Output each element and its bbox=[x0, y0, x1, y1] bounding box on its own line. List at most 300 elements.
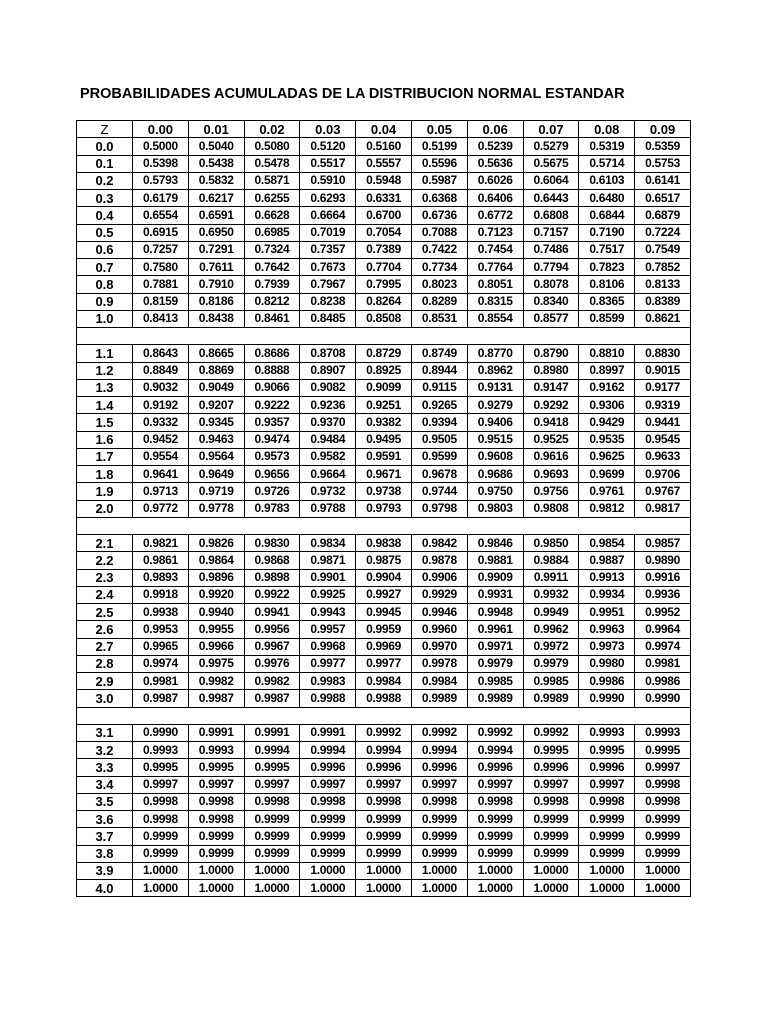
probability-cell: 1.0000 bbox=[133, 880, 189, 897]
z-value-cell: 1.4 bbox=[77, 397, 133, 414]
probability-cell: 0.8643 bbox=[133, 345, 189, 362]
table-row bbox=[77, 397, 691, 414]
probability-cell: 0.9982 bbox=[244, 673, 300, 690]
probability-cell: 0.9495 bbox=[356, 431, 412, 448]
z-value-cell: 1.3 bbox=[77, 379, 133, 396]
table-row bbox=[77, 276, 691, 293]
probability-cell: 0.9931 bbox=[467, 586, 523, 603]
probability-cell: 0.9881 bbox=[467, 552, 523, 569]
probability-cell: 0.9995 bbox=[523, 742, 579, 759]
probability-cell: 1.0000 bbox=[188, 880, 244, 897]
probability-cell: 0.9671 bbox=[356, 466, 412, 483]
probability-cell: 0.9896 bbox=[188, 569, 244, 586]
probability-cell: 0.8869 bbox=[188, 362, 244, 379]
probability-cell: 0.9991 bbox=[244, 724, 300, 741]
probability-cell: 0.6808 bbox=[523, 207, 579, 224]
probability-cell: 0.9441 bbox=[635, 414, 691, 431]
probability-cell: 0.9015 bbox=[635, 362, 691, 379]
z-value-cell: 1.7 bbox=[77, 448, 133, 465]
z-value-cell: 0.7 bbox=[77, 259, 133, 276]
probability-cell: 0.9999 bbox=[300, 811, 356, 828]
probability-cell: 0.9997 bbox=[356, 776, 412, 793]
probability-cell: 0.8830 bbox=[635, 345, 691, 362]
probability-cell: 0.9997 bbox=[188, 776, 244, 793]
probability-cell: 0.9999 bbox=[356, 828, 412, 845]
probability-cell: 0.9949 bbox=[523, 604, 579, 621]
probability-cell: 0.5398 bbox=[133, 155, 189, 172]
probability-cell: 0.9977 bbox=[300, 655, 356, 672]
probability-cell: 0.8186 bbox=[188, 293, 244, 310]
probability-cell: 0.9463 bbox=[188, 431, 244, 448]
probability-cell: 0.9279 bbox=[467, 397, 523, 414]
probability-cell: 0.9999 bbox=[411, 845, 467, 862]
probability-cell: 0.9887 bbox=[579, 552, 635, 569]
probability-cell: 1.0000 bbox=[300, 880, 356, 897]
z-value-cell: 0.0 bbox=[77, 138, 133, 155]
table-row bbox=[77, 811, 691, 828]
probability-cell: 0.5478 bbox=[244, 155, 300, 172]
header-row bbox=[77, 121, 691, 138]
probability-cell: 0.9452 bbox=[133, 431, 189, 448]
probability-cell: 0.8665 bbox=[188, 345, 244, 362]
table-row bbox=[77, 500, 691, 517]
probability-cell: 0.9783 bbox=[244, 500, 300, 517]
probability-cell: 0.9997 bbox=[133, 776, 189, 793]
probability-cell: 0.9803 bbox=[467, 500, 523, 517]
probability-cell: 0.8438 bbox=[188, 310, 244, 327]
probability-cell: 0.9936 bbox=[635, 586, 691, 603]
probability-cell: 0.7088 bbox=[411, 224, 467, 241]
probability-cell: 1.0000 bbox=[467, 880, 523, 897]
probability-cell: 1.0000 bbox=[635, 880, 691, 897]
probability-cell: 0.8577 bbox=[523, 310, 579, 327]
probability-cell: 0.6443 bbox=[523, 190, 579, 207]
column-header: 0.02 bbox=[244, 121, 300, 138]
probability-cell: 1.0000 bbox=[411, 880, 467, 897]
probability-cell: 0.9999 bbox=[356, 845, 412, 862]
probability-cell: 0.9974 bbox=[133, 655, 189, 672]
probability-cell: 0.9906 bbox=[411, 569, 467, 586]
probability-cell: 0.9955 bbox=[188, 621, 244, 638]
probability-cell: 0.9979 bbox=[523, 655, 579, 672]
probability-cell: 0.8531 bbox=[411, 310, 467, 327]
probability-cell: 0.7224 bbox=[635, 224, 691, 241]
table-row bbox=[77, 172, 691, 189]
probability-cell: 0.9985 bbox=[467, 673, 523, 690]
probability-cell: 0.7389 bbox=[356, 241, 412, 258]
probability-cell: 0.9986 bbox=[579, 673, 635, 690]
probability-cell: 0.9656 bbox=[244, 466, 300, 483]
table-row bbox=[77, 310, 691, 327]
probability-cell: 0.9999 bbox=[188, 828, 244, 845]
probability-cell: 0.9292 bbox=[523, 397, 579, 414]
probability-cell: 0.9993 bbox=[133, 742, 189, 759]
probability-cell: 0.9573 bbox=[244, 448, 300, 465]
probability-cell: 0.7967 bbox=[300, 276, 356, 293]
probability-cell: 0.9738 bbox=[356, 483, 412, 500]
probability-cell: 0.9995 bbox=[133, 759, 189, 776]
probability-cell: 1.0000 bbox=[356, 880, 412, 897]
probability-cell: 0.9999 bbox=[523, 828, 579, 845]
probability-cell: 0.9952 bbox=[635, 604, 691, 621]
probability-cell: 0.9884 bbox=[523, 552, 579, 569]
probability-cell: 0.5636 bbox=[467, 155, 523, 172]
probability-cell: 1.0000 bbox=[188, 862, 244, 879]
probability-cell: 0.9978 bbox=[411, 655, 467, 672]
probability-cell: 0.9982 bbox=[188, 673, 244, 690]
z-value-cell: 1.1 bbox=[77, 345, 133, 362]
probability-cell: 0.9564 bbox=[188, 448, 244, 465]
probability-cell: 0.9953 bbox=[133, 621, 189, 638]
probability-cell: 0.9999 bbox=[244, 845, 300, 862]
probability-cell: 0.9948 bbox=[467, 604, 523, 621]
z-value-cell: 2.4 bbox=[77, 586, 133, 603]
probability-cell: 0.9996 bbox=[300, 759, 356, 776]
probability-cell: 0.6628 bbox=[244, 207, 300, 224]
column-header: 0.08 bbox=[579, 121, 635, 138]
probability-cell: 0.9999 bbox=[244, 828, 300, 845]
z-value-cell: 0.2 bbox=[77, 172, 133, 189]
probability-cell: 0.8159 bbox=[133, 293, 189, 310]
z-value-cell: 3.0 bbox=[77, 690, 133, 707]
z-value-cell: 2.9 bbox=[77, 673, 133, 690]
probability-cell: 0.5832 bbox=[188, 172, 244, 189]
probability-cell: 0.8849 bbox=[133, 362, 189, 379]
z-value-cell: 0.6 bbox=[77, 241, 133, 258]
table-row bbox=[77, 793, 691, 810]
probability-cell: 0.8508 bbox=[356, 310, 412, 327]
probability-cell: 0.9997 bbox=[467, 776, 523, 793]
probability-cell: 0.6517 bbox=[635, 190, 691, 207]
probability-cell: 0.5948 bbox=[356, 172, 412, 189]
probability-cell: 0.9850 bbox=[523, 535, 579, 552]
probability-cell: 0.9993 bbox=[635, 724, 691, 741]
table-row bbox=[77, 845, 691, 862]
probability-cell: 0.8907 bbox=[300, 362, 356, 379]
table-row bbox=[77, 414, 691, 431]
probability-cell: 0.9817 bbox=[635, 500, 691, 517]
probability-cell: 0.5675 bbox=[523, 155, 579, 172]
probability-cell: 0.9966 bbox=[188, 638, 244, 655]
probability-cell: 0.9750 bbox=[467, 483, 523, 500]
probability-cell: 0.9961 bbox=[467, 621, 523, 638]
probability-cell: 0.9998 bbox=[244, 793, 300, 810]
probability-cell: 0.9999 bbox=[523, 811, 579, 828]
probability-cell: 0.6293 bbox=[300, 190, 356, 207]
probability-cell: 0.9418 bbox=[523, 414, 579, 431]
z-value-cell: 0.4 bbox=[77, 207, 133, 224]
probability-cell: 0.9999 bbox=[523, 845, 579, 862]
column-header: 0.00 bbox=[133, 121, 189, 138]
probability-cell: 0.9857 bbox=[635, 535, 691, 552]
probability-cell: 0.9986 bbox=[635, 673, 691, 690]
probability-cell: 0.8621 bbox=[635, 310, 691, 327]
probability-cell: 0.9974 bbox=[635, 638, 691, 655]
z-value-cell: 3.3 bbox=[77, 759, 133, 776]
probability-cell: 0.7157 bbox=[523, 224, 579, 241]
probability-cell: 0.9998 bbox=[356, 793, 412, 810]
z-table bbox=[76, 120, 691, 897]
probability-cell: 0.9788 bbox=[300, 500, 356, 517]
probability-cell: 0.7910 bbox=[188, 276, 244, 293]
table-row bbox=[77, 655, 691, 672]
probability-cell: 0.9177 bbox=[635, 379, 691, 396]
probability-cell: 0.9345 bbox=[188, 414, 244, 431]
probability-cell: 1.0000 bbox=[467, 862, 523, 879]
probability-cell: 0.9973 bbox=[579, 638, 635, 655]
z-value-cell: 0.5 bbox=[77, 224, 133, 241]
page-title: PROBABILIDADES ACUMULADAS DE LA DISTRIBUCION NORMAL ESTANDAR bbox=[80, 86, 625, 102]
probability-cell: 0.9778 bbox=[188, 500, 244, 517]
probability-cell: 1.0000 bbox=[244, 880, 300, 897]
table-row bbox=[77, 552, 691, 569]
z-value-cell: 3.8 bbox=[77, 845, 133, 862]
probability-cell: 0.7642 bbox=[244, 259, 300, 276]
probability-cell: 0.9999 bbox=[133, 828, 189, 845]
probability-cell: 0.9994 bbox=[300, 742, 356, 759]
table-row bbox=[77, 190, 691, 207]
probability-cell: 0.9999 bbox=[579, 845, 635, 862]
z-value-cell: 2.2 bbox=[77, 552, 133, 569]
probability-cell: 0.7673 bbox=[300, 259, 356, 276]
probability-cell: 0.5596 bbox=[411, 155, 467, 172]
probability-cell: 0.9984 bbox=[411, 673, 467, 690]
probability-cell: 0.6103 bbox=[579, 172, 635, 189]
probability-cell: 0.9591 bbox=[356, 448, 412, 465]
probability-cell: 0.7881 bbox=[133, 276, 189, 293]
probability-cell: 0.5557 bbox=[356, 155, 412, 172]
probability-cell: 1.0000 bbox=[635, 862, 691, 879]
probability-cell: 0.9713 bbox=[133, 483, 189, 500]
probability-cell: 0.9772 bbox=[133, 500, 189, 517]
probability-cell: 0.6985 bbox=[244, 224, 300, 241]
probability-cell: 0.9968 bbox=[300, 638, 356, 655]
probability-cell: 1.0000 bbox=[133, 862, 189, 879]
probability-cell: 0.9991 bbox=[188, 724, 244, 741]
probability-cell: 0.5438 bbox=[188, 155, 244, 172]
probability-cell: 0.7422 bbox=[411, 241, 467, 258]
probability-cell: 0.9997 bbox=[523, 776, 579, 793]
table-row bbox=[77, 207, 691, 224]
probability-cell: 0.9726 bbox=[244, 483, 300, 500]
probability-cell: 0.9987 bbox=[244, 690, 300, 707]
probability-cell: 0.9808 bbox=[523, 500, 579, 517]
table-row bbox=[77, 724, 691, 741]
probability-cell: 0.6141 bbox=[635, 172, 691, 189]
column-header: 0.06 bbox=[467, 121, 523, 138]
z-value-cell: 3.9 bbox=[77, 862, 133, 879]
probability-cell: 0.9265 bbox=[411, 397, 467, 414]
probability-cell: 0.9975 bbox=[188, 655, 244, 672]
probability-cell: 0.9993 bbox=[188, 742, 244, 759]
probability-cell: 0.9999 bbox=[300, 828, 356, 845]
probability-cell: 0.9793 bbox=[356, 500, 412, 517]
probability-cell: 0.9332 bbox=[133, 414, 189, 431]
table-row bbox=[77, 862, 691, 879]
probability-cell: 0.9996 bbox=[411, 759, 467, 776]
probability-cell: 0.5080 bbox=[244, 138, 300, 155]
probability-cell: 0.9997 bbox=[411, 776, 467, 793]
probability-cell: 0.9999 bbox=[467, 811, 523, 828]
table-row bbox=[77, 586, 691, 603]
probability-cell: 0.9998 bbox=[300, 793, 356, 810]
probability-cell: 0.9854 bbox=[579, 535, 635, 552]
probability-cell: 0.8023 bbox=[411, 276, 467, 293]
probability-cell: 0.9989 bbox=[523, 690, 579, 707]
probability-cell: 0.5199 bbox=[411, 138, 467, 155]
probability-cell: 0.9970 bbox=[411, 638, 467, 655]
table-row bbox=[77, 224, 691, 241]
probability-cell: 0.8944 bbox=[411, 362, 467, 379]
probability-cell: 1.0000 bbox=[411, 862, 467, 879]
z-value-cell: 3.6 bbox=[77, 811, 133, 828]
probability-cell: 0.9985 bbox=[523, 673, 579, 690]
probability-cell: 0.6844 bbox=[579, 207, 635, 224]
probability-cell: 0.9998 bbox=[188, 793, 244, 810]
probability-cell: 0.9999 bbox=[635, 845, 691, 862]
probability-cell: 0.9922 bbox=[244, 586, 300, 603]
probability-cell: 0.7611 bbox=[188, 259, 244, 276]
probability-cell: 0.8106 bbox=[579, 276, 635, 293]
probability-cell: 0.9998 bbox=[635, 793, 691, 810]
probability-cell: 0.9699 bbox=[579, 466, 635, 483]
probability-cell: 0.9099 bbox=[356, 379, 412, 396]
probability-cell: 0.9744 bbox=[411, 483, 467, 500]
probability-cell: 0.8810 bbox=[579, 345, 635, 362]
table-row bbox=[77, 828, 691, 845]
z-value-cell: 2.6 bbox=[77, 621, 133, 638]
probability-cell: 0.9998 bbox=[133, 811, 189, 828]
probability-cell: 0.8413 bbox=[133, 310, 189, 327]
probability-cell: 0.9994 bbox=[467, 742, 523, 759]
probability-cell: 0.8980 bbox=[523, 362, 579, 379]
probability-cell: 0.9997 bbox=[300, 776, 356, 793]
z-value-cell: 3.5 bbox=[77, 793, 133, 810]
probability-cell: 0.8925 bbox=[356, 362, 412, 379]
probability-cell: 0.6700 bbox=[356, 207, 412, 224]
probability-cell: 0.9992 bbox=[411, 724, 467, 741]
probability-cell: 0.7823 bbox=[579, 259, 635, 276]
table-row bbox=[77, 466, 691, 483]
probability-cell: 0.8729 bbox=[356, 345, 412, 362]
probability-cell: 0.9306 bbox=[579, 397, 635, 414]
probability-cell: 0.9925 bbox=[300, 586, 356, 603]
probability-cell: 0.9898 bbox=[244, 569, 300, 586]
probability-cell: 0.9868 bbox=[244, 552, 300, 569]
probability-cell: 0.9909 bbox=[467, 569, 523, 586]
z-value-cell: 4.0 bbox=[77, 880, 133, 897]
table-row bbox=[77, 483, 691, 500]
probability-cell: 0.6772 bbox=[467, 207, 523, 224]
probability-cell: 0.9945 bbox=[356, 604, 412, 621]
probability-cell: 0.9664 bbox=[300, 466, 356, 483]
column-header-z: Z bbox=[77, 121, 133, 138]
probability-cell: 0.9999 bbox=[635, 828, 691, 845]
probability-cell: 0.9987 bbox=[188, 690, 244, 707]
table-row bbox=[77, 621, 691, 638]
probability-cell: 0.5517 bbox=[300, 155, 356, 172]
table-row bbox=[77, 776, 691, 793]
probability-cell: 0.9838 bbox=[356, 535, 412, 552]
probability-cell: 0.9992 bbox=[356, 724, 412, 741]
probability-cell: 0.8212 bbox=[244, 293, 300, 310]
z-value-cell: 3.2 bbox=[77, 742, 133, 759]
probability-cell: 0.5279 bbox=[523, 138, 579, 155]
probability-cell: 0.9941 bbox=[244, 604, 300, 621]
z-value-cell: 1.6 bbox=[77, 431, 133, 448]
probability-cell: 0.5871 bbox=[244, 172, 300, 189]
probability-cell: 0.6406 bbox=[467, 190, 523, 207]
probability-cell: 0.9756 bbox=[523, 483, 579, 500]
probability-cell: 0.9927 bbox=[356, 586, 412, 603]
probability-cell: 0.5160 bbox=[356, 138, 412, 155]
probability-cell: 0.9996 bbox=[579, 759, 635, 776]
probability-cell: 0.9901 bbox=[300, 569, 356, 586]
probability-cell: 0.9394 bbox=[411, 414, 467, 431]
probability-cell: 0.9505 bbox=[411, 431, 467, 448]
probability-cell: 0.9429 bbox=[579, 414, 635, 431]
probability-cell: 0.9875 bbox=[356, 552, 412, 569]
probability-cell: 0.8315 bbox=[467, 293, 523, 310]
probability-cell: 0.9993 bbox=[579, 724, 635, 741]
probability-cell: 0.9608 bbox=[467, 448, 523, 465]
table-row bbox=[77, 138, 691, 155]
z-value-cell: 1.5 bbox=[77, 414, 133, 431]
probability-cell: 0.7704 bbox=[356, 259, 412, 276]
probability-cell: 0.9904 bbox=[356, 569, 412, 586]
probability-cell: 0.6179 bbox=[133, 190, 189, 207]
probability-cell: 0.7580 bbox=[133, 259, 189, 276]
probability-cell: 0.9998 bbox=[635, 776, 691, 793]
probability-cell: 0.9932 bbox=[523, 586, 579, 603]
probability-cell: 0.9995 bbox=[579, 742, 635, 759]
probability-cell: 0.9938 bbox=[133, 604, 189, 621]
probability-cell: 0.9940 bbox=[188, 604, 244, 621]
probability-cell: 0.5239 bbox=[467, 138, 523, 155]
probability-cell: 0.8962 bbox=[467, 362, 523, 379]
table-row bbox=[77, 448, 691, 465]
probability-cell: 0.9962 bbox=[523, 621, 579, 638]
probability-cell: 0.7257 bbox=[133, 241, 189, 258]
probability-cell: 0.5793 bbox=[133, 172, 189, 189]
probability-cell: 0.9999 bbox=[467, 845, 523, 862]
column-header: 0.03 bbox=[300, 121, 356, 138]
probability-cell: 0.9946 bbox=[411, 604, 467, 621]
probability-cell: 0.9842 bbox=[411, 535, 467, 552]
probability-cell: 0.9545 bbox=[635, 431, 691, 448]
z-value-cell: 0.8 bbox=[77, 276, 133, 293]
probability-cell: 0.9992 bbox=[467, 724, 523, 741]
probability-cell: 0.6026 bbox=[467, 172, 523, 189]
table-row bbox=[77, 742, 691, 759]
table-row bbox=[77, 431, 691, 448]
probability-cell: 0.7734 bbox=[411, 259, 467, 276]
probability-cell: 0.6736 bbox=[411, 207, 467, 224]
probability-cell: 0.9222 bbox=[244, 397, 300, 414]
z-value-cell: 2.3 bbox=[77, 569, 133, 586]
probability-cell: 0.8485 bbox=[300, 310, 356, 327]
probability-cell: 0.9995 bbox=[635, 742, 691, 759]
z-value-cell: 1.0 bbox=[77, 310, 133, 327]
probability-cell: 0.8790 bbox=[523, 345, 579, 362]
probability-cell: 0.5359 bbox=[635, 138, 691, 155]
probability-cell: 0.9929 bbox=[411, 586, 467, 603]
probability-cell: 0.9999 bbox=[411, 828, 467, 845]
probability-cell: 0.9988 bbox=[356, 690, 412, 707]
column-header: 0.09 bbox=[635, 121, 691, 138]
probability-cell: 0.9963 bbox=[579, 621, 635, 638]
probability-cell: 0.7764 bbox=[467, 259, 523, 276]
